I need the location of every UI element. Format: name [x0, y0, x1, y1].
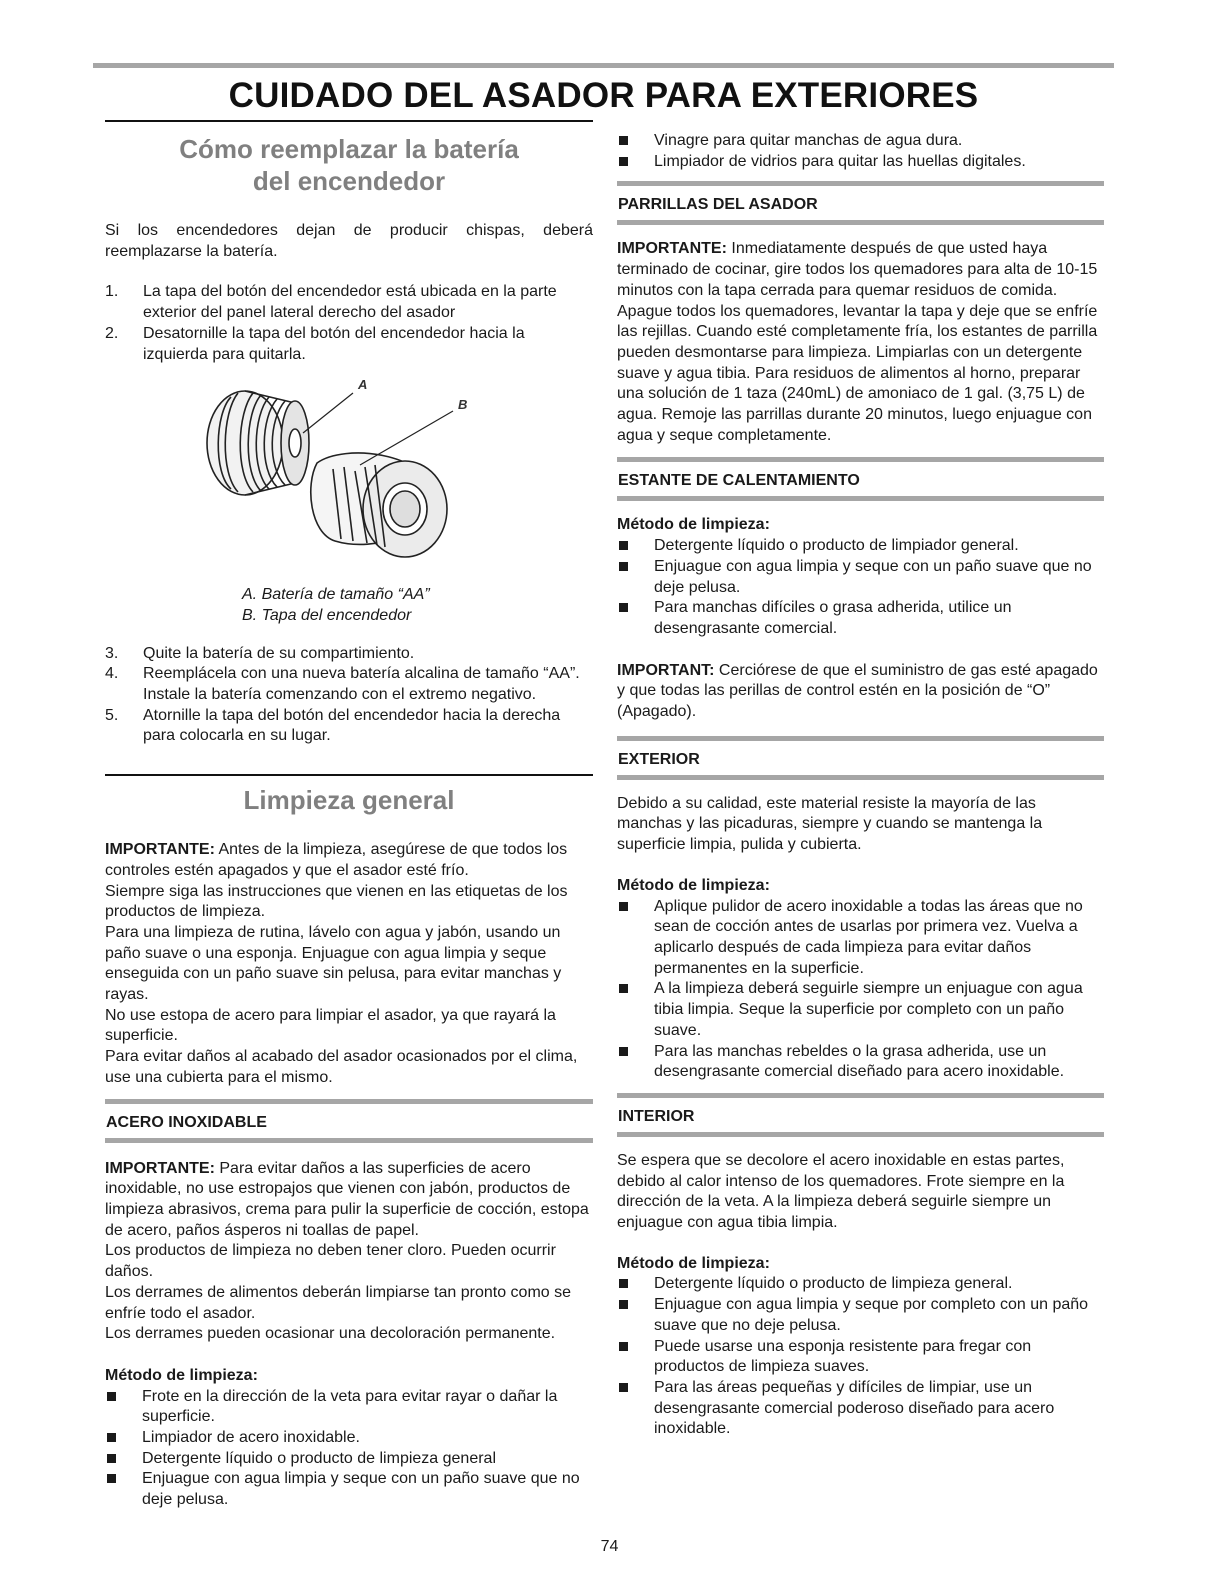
warming-bullets — [617, 536, 1104, 640]
list-item: Detergente líquido o producto de limpieza general. — [617, 1274, 1104, 1295]
general-paragraph: Para evitar daños al acabado del asador ocasionados por el clima, use una cubierta para el mismo. — [105, 1048, 578, 1086]
battery-section-title: Cómo reemplazar la batería del encendedor — [179, 134, 519, 196]
figure-caption-a: A. Batería de tamaño “AA” — [242, 586, 430, 604]
section-rule — [105, 774, 593, 776]
interior-bullets — [617, 1274, 1104, 1440]
page-number: 74 — [600, 1538, 619, 1555]
warming-heading: ESTANTE DE CALENTAMIENTO — [617, 457, 1104, 501]
general-paragraph: Siempre siga las instrucciones que vienen en las etiquetas de los productos de limpieza. — [105, 882, 568, 921]
battery-steps-b — [105, 644, 593, 748]
list-item: 5. Atornille la tapa del botón del encendedor hacia la derecha para colocarla en su lugar. — [105, 706, 561, 745]
list-item: A la limpieza deberá seguirle siempre un enjuague con agua tibia limpia. Seque la superficie por completo con un paño suave. — [617, 979, 1104, 1041]
header-rule — [93, 63, 1114, 68]
exterior-intro: Debido a su calidad, este material resiste la mayoría de las manchas y las picaduras, siempre y cuando se mantenga la superficie limpia, pulida y cubierta. — [617, 794, 1043, 854]
general-paragraph: No use estopa de acero para limpiar el asador, ya que rayará la superficie. — [105, 1006, 556, 1045]
list-item: 3. Quite la batería de su compartimiento. — [105, 644, 415, 662]
list-item: 4. Reemplácela con una nueva batería alcalina de tamaño “AA”. Instale la batería comenzando con el extremo negativo. — [105, 665, 580, 704]
label-b: B — [458, 397, 468, 413]
list-item: Para las manchas rebeldes o la grasa adherida, use un desengrasante comercial diseñado para acero inoxidable. — [617, 1042, 1104, 1083]
stainless-heading: ACERO INOXIDABLE — [105, 1099, 593, 1143]
stainless-paragraph: Los productos de limpieza no deben tener cloro. Pueden ocurrir daños. — [105, 1242, 556, 1281]
list-item: Vinagre para quitar manchas de agua dura. — [617, 131, 1104, 152]
list-item: Enjuague con agua limpia y seque con un paño suave que no deje pelusa. — [105, 1469, 593, 1510]
list-item: Limpiador de vidrios para quitar las huellas digitales. — [617, 152, 1104, 173]
battery-intro: Si los encendedores dejan de producir chispas, deberá reemplazarse la batería. — [105, 222, 593, 260]
grates-important: IMPORTANTE: Inmediatamente después de que usted haya terminado de cocinar, gire todos los quemadores para alta de 10-15 minutos con la tapa cerrada para quemar residuos de comida. Apague todos los quemadores, levantar la tapa y deje que se enfríe las rejillas. Cuando esté completamente fría, los estantes de parrilla pueden desmontarse para limpieza. Limpiarlas con un detergente suave y agua tibia. Para residuos de alimentos al horno, preparar una solución de 1 taza (240mL) de amoniaco de 1 gal. (3,75 L) de agua. Remoje las parrillas durante 20 minutos, luego enjuague con agua y seque completamente. — [617, 240, 1098, 444]
warming-important: IMPORTANT: Cerciórese de que el suministro de gas esté apagado y que todas las perillas de control estén en la posición de “O” (Apagado). — [617, 661, 1098, 721]
battery-figure — [105, 373, 593, 585]
grates-heading: PARRILLAS DEL ASADOR — [617, 181, 1104, 225]
list-item: Limpiador de acero inoxidable. — [105, 1428, 593, 1449]
stainless-important: IMPORTANTE: Para evitar daños a las superficies de acero inoxidable, no use estropajos que vienen con jabón, productos de limpieza abrasivos, crema para pulir la superficie de cocción, estopa de acero, paños ásperos ni toallas de papel. — [105, 1159, 589, 1239]
exterior-heading: EXTERIOR — [617, 736, 1104, 780]
battery-steps-a — [105, 282, 593, 365]
general-paragraph: Para una limpieza de rutina, lávelo con agua y jabón, usando un paño suave o una esponja. Enjuague con agua limpia y seque enseguida con un paño suave sin pelusa, para evitar manchas y rayas. — [105, 923, 562, 1004]
section-rule — [105, 120, 593, 122]
general-section-title: Limpieza general — [243, 785, 455, 816]
right-column — [617, 131, 1104, 1440]
stainless-paragraph: Los derrames de alimentos deberán limpiarse tan pronto como se enfríe todo el asador. — [105, 1283, 572, 1322]
page-title: CUIDADO DEL ASADOR PARA EXTERIORES — [228, 76, 979, 115]
exterior-bullets — [617, 897, 1104, 1083]
left-column — [105, 120, 593, 1511]
warming-method-label: Método de limpieza: — [617, 516, 770, 534]
igniter-illustration — [105, 373, 593, 585]
exterior-method-label: Método de limpieza: — [617, 876, 770, 894]
stainless-bullets — [105, 1387, 593, 1511]
list-item: Detergente líquido o producto de limpiador general. — [617, 536, 1104, 557]
list-item: Enjuague con agua limpia y seque por completo con un paño suave que no deje pelusa. — [617, 1295, 1104, 1336]
list-item: Puede usarse una esponja resistente para fregar con productos de limpieza suaves. — [617, 1337, 1104, 1378]
list-item: Para manchas difíciles o grasa adherida, utilice un desengrasante comercial. — [617, 598, 1104, 639]
list-item: 2. Desatornille la tapa del botón del encendedor hacia la izquierda para quitarla. — [105, 324, 525, 363]
label-a: A — [358, 377, 368, 393]
list-item: Frote en la dirección de la veta para evitar rayar o dañar la superficie. — [105, 1387, 593, 1428]
interior-heading: INTERIOR — [617, 1093, 1104, 1137]
list-item: 1. La tapa del botón del encendedor está ubicada en la parte exterior del panel lateral derecho del asador — [105, 283, 557, 322]
continued-bullets — [617, 131, 1104, 172]
general-important: IMPORTANTE: Antes de la limpieza, asegúrese de que todos los controles estén apagados y que el asador esté frío. — [105, 841, 568, 879]
figure-caption-b: B. Tapa del encendedor — [242, 606, 412, 624]
list-item: Para las áreas pequeñas y difíciles de limpiar, use un desengrasante comercial poderoso diseñado para acero inoxidable. — [617, 1378, 1104, 1440]
list-item: Aplique pulidor de acero inoxidable a todas las áreas que no sean de cocción antes de usarlas por primera vez. Vuelva a aplicarlo después de cada limpieza para evitar daños permanentes en la superficie. — [617, 897, 1104, 980]
stainless-paragraph: Los derrames pueden ocasionar una decoloración permanente. — [105, 1325, 556, 1343]
interior-intro: Se espera que se decolore el acero inoxidable en estas partes, debido al calor intenso de los quemadores. Frote siempre en la dirección de la veta. A la limpieza deberá seguirle siempre un enjuague con agua tibia limpia. — [617, 1151, 1065, 1232]
list-item: Enjuague con agua limpia y seque con un paño suave que no deje pelusa. — [617, 557, 1104, 598]
interior-method-label: Método de limpieza: — [617, 1254, 770, 1272]
stainless-method-label: Método de limpieza: — [105, 1366, 258, 1384]
list-item: Detergente líquido o producto de limpieza general — [105, 1449, 593, 1470]
